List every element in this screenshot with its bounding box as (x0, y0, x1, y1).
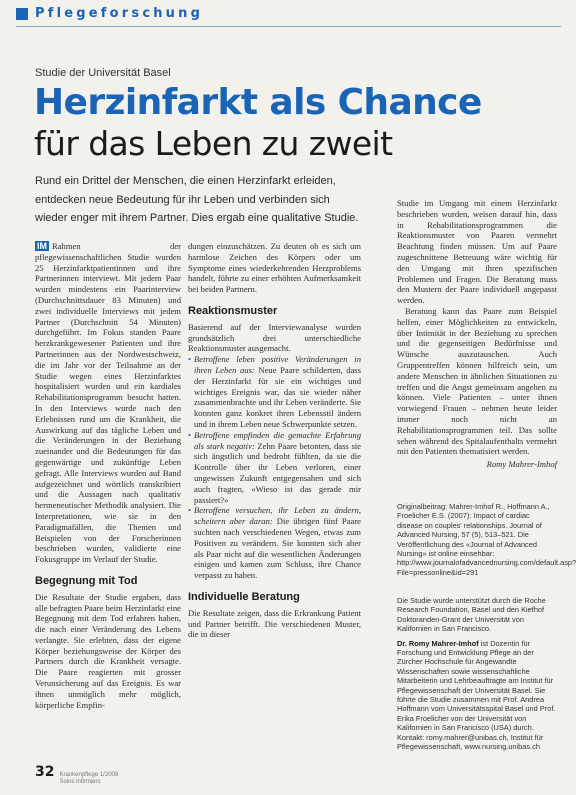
source-note (397, 502, 576, 577)
author-note (397, 596, 557, 752)
bullet-icon: • (188, 429, 192, 440)
body-paragraph: Basierend auf der Interviewanalyse wurden grundsätzlich drei unterschiedliche Reaktionsmuster ausgemacht. (188, 321, 361, 354)
bullet-text: Die übrigen fünf Paare suchten nach verschiedenen Wegen, etwas zum Positiven zu verändern. Sie konnten sich aber als Paar nicht auf die wesentlichen Änderungen einigen und kamen zum Schluss, ihre Chance verpasst zu haben. (194, 516, 361, 581)
author-bio-text: ist Dozentin für Forschung und Entwicklung Pflege an der Zürcher Hochschule für Angewandte Wissenschaften sowie wissenschaftliche Mitarbeiterin und Lehrbeauftragte am Institut für Pflegewissenschaft der Universität Basel. Sie führte die Studie zusammen mit Prof. Andrea Hoffmann vom Universitätsspital Basel und Prof. Erika Froelicher von der Universität von Kalifornien in San Francisco (USA) durch. (397, 638, 556, 733)
source-citation: Originalbeitrag: Mahrer-Imhof R., Hoffmann A., Froelicher E.S. (2007): Impact of cardiac disease on couples' relationships. Journal of Advanced Nursing, 57 (5), 513–521. Die Veröffentlichung des «Journal of Advanced Nursing» ist online einsehbar: (397, 502, 550, 559)
section-label: Pflegeforschung (35, 6, 204, 21)
subhead-beratung: Individuelle Beratung (188, 590, 300, 603)
bullet-text: Zehn Paare betonten, dass sie sich ängstlich und bedroht fühlten, da sie die Kontrolle über ihr Leben verloren, einer ungewissen Zukunft entgegensahen und sich auch fragten, «Wieso ist das gerade mir passiert?» (194, 440, 361, 505)
subhead-begegnung: Begegnung mit Tod (35, 574, 138, 587)
page-footer (35, 764, 118, 786)
contact-info: Kontakt: romy.mahrer@unibas.ch, Institut für Pflegewissenschaft, www.nursing.unibas.ch (397, 732, 544, 752)
body-paragraph: Beratung kann das Paare zum Beispiel helfen, einer Möglichkeiten zu entwickeln, über Intimität in der Beziehung zu sprechen und die gegenseitigen Bedürfnisse und Wünsche auszutauschen. Auch Gruppentreffen können hilfreich sein, um andere Menschen in ähnlichen Situationen zu treffen und die Angst gemeinsam angehen zu können. Viele Patienten – unter ihnen vorwiegend Frauen – nehmen heute leider immer noch nicht an Rehabilitationsprogrammen teil. Das sollte sehen während des Spitalaufenthalts vermehrt mit den Patienten thematisiert werden. (397, 305, 557, 457)
lead-line: Rund ein Drittel der Menschen, die einen Herzinfarkt erleiden, (35, 175, 336, 187)
dropcap: IM (37, 241, 47, 251)
header-rule (16, 26, 561, 27)
body-paragraph: Die Resultate zeigen, dass die Erkrankung Patient und Partner betrifft. Die verschiedenen Muster, die in dieser (188, 607, 361, 640)
article-title-line-1: Herzinfarkt als Chance (34, 82, 482, 123)
folio-line: Soins infirmiers (59, 779, 101, 785)
intro-paragraph (35, 241, 181, 565)
section-header (16, 6, 203, 21)
folio-line: Krankenpflege 1/2008 (59, 772, 119, 778)
section-marker (16, 8, 28, 20)
article-title-line-2: für das Leben zu zweit (34, 124, 393, 163)
author-signature: Romy Mahrer-Imhof (486, 459, 557, 470)
page-number: 32 (35, 764, 55, 780)
lead-line: entdecken neue Bedeutung für ihr Leben und verbinden sich (35, 193, 330, 206)
bullet-lead: Betroffene versuchen, ihr Leben zu ändern, scheitern aber daran: (194, 505, 361, 527)
article-lead (35, 172, 395, 228)
bullet-text: Neue Paare schilderten, dass der Herzinfarkt für sie ein wichtiges und wichtiges Ereignis war, das sie wieder näher zusammenbrachte und ihr Leben veränderte. Sie konnten ganz konkret ihren Lebensstil ändern und in ihrem Leben neue Schwerpunkte setzen. (194, 364, 361, 429)
bullet-item (188, 505, 361, 581)
funding-note: Die Studie wurde unterstützt durch die Roche Research Foundation, Basel und den Kiefhof Doktoranden-Grant der Universität von Kalifornien in San Francisco. (397, 596, 546, 634)
author-bio (397, 639, 557, 733)
body-paragraph: Studie im Umgang mit einem Herzinfarkt beschrieben wurden, weisen darauf hin, dass in Rehabilitationsprogrammen die Reaktionsmuster von Paaren vermehrt Beachtung finden müssen. Um auf Paare zugeschnittene Betreuung wäre wichtig für den Umgang mit ihren spezifischen Problemen und Fragen. Die Beratung muss den Mustern der Paare individuell angepasst werden. (397, 198, 557, 306)
bullet-icon: • (188, 505, 192, 516)
body-paragraph: dungen einzuschätzen. Zu deuten ob es sich um harmlose Zeichen des Körpers oder um Symptome eines wiederkehrenden Herzproblems handelt, führte zu einer erhöhten Aufmerksamkeit bei beiden Partnern. (188, 241, 361, 295)
bullet-lead: Betroffene empfinden die gemachte Erfahrung als stark negativ: (194, 429, 361, 451)
text-column-3 (397, 198, 557, 470)
bullet-icon: • (188, 354, 192, 365)
bullet-lead: Betroffene leben positive Veränderungen in ihren Leben aus: (194, 354, 361, 375)
subhead-reaktionsmuster: Reaktionsmuster (188, 304, 278, 317)
text-column-1 (35, 241, 181, 710)
lead-line: wieder enger mit ihrem Partner. Dies ergab eine qualitative Studie. (35, 212, 359, 224)
body-paragraph: Die Resultate der Studie ergaben, dass alle befragten Paare beim Herzinfarkt eine Begegnung mit dem Tod erfahren haben, die nach einer Veränderung des Lebens verlangte. Sie erlebten, dass der eigene Körper beziehungsweise der Körper des Partners durch die Krankheit versagte. Die Paare reagierten mit grosser Verunsicherung auf das Ereignis. Es war ihnen unmöglich mehr möglich, körperliche Empfin- (35, 591, 181, 710)
bullet-list (188, 354, 361, 581)
bullet-item (188, 430, 361, 506)
article-kicker: Studie der Universität Basel (35, 67, 171, 79)
author-name: Dr. Romy Mahrer-Imhof (397, 638, 479, 648)
source-link[interactable]: http://www.journalofadvancednursing.com/default.asp?File=pressonline&id=291 (397, 558, 576, 577)
intro-text: Rahmen der pflegewissenschaftlichen Studie wurden 25 Herzinfarktpatientinnen und ihre Partnerinnen interviewt. Mit jedem Paar wurden mindestens ein Paarinterview (Durchschnittsdauer 83 Minuten) und zwei individuelle Interviews mit jedem Partner (Durchschnitt 54 Minuten) durchgeführt. Im Fokus standen Paare herzkrankgewesener Patienten und ihre Partnerinnen aus der Nordwestschweiz, die im Jahr vor der Teilnahme an der Studie wegen eines Herzinfarktes hospitalisiert wurden und ein kardiales Rehabilitationsprogramm besucht hatten. In den Interviews wurde nach den Erlebnissen rund um die Krankheit, die Auswirkung auf das tägliche Leben und die Veränderungen in der Beziehung zueinander und die Bedeutungen für das gegenwärtige und zukünftige Leben gefragt. Alle Interviews wurden auf Band aufgezeichnet und wörtlich transkribiert und die Aussagen nach qualitativ hermeneutischer Methodik analysiert. Die Interpretationen, wie sie in den Paradigmafällen, die Themen und Beispielen von der Forscherinnen beschrieben wurden, validierte eine Fokusgruppe im Verlauf der Studie. (35, 241, 181, 565)
text-column-2 (188, 241, 361, 640)
bullet-item (188, 354, 361, 430)
folio (59, 772, 118, 786)
